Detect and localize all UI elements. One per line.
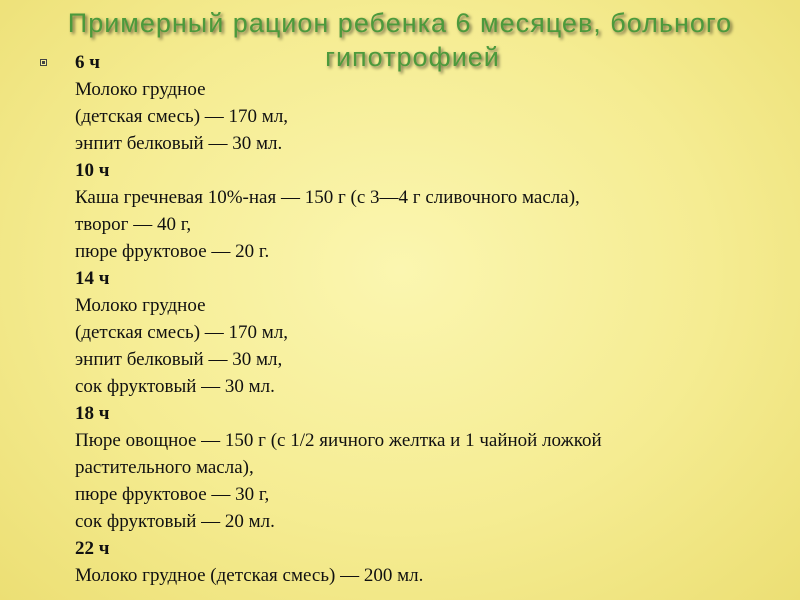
meal-line: энпит белковый — 30 мл. xyxy=(75,133,283,154)
meal-line: Молоко грудное xyxy=(75,79,206,100)
meal-time: 14 ч xyxy=(75,268,110,289)
meal-line: пюре фруктовое — 20 г. xyxy=(75,241,270,262)
meal-line: Молоко грудное xyxy=(75,295,206,316)
meal-line: энпит белковый — 30 мл, xyxy=(75,349,283,370)
meal-line: (детская смесь) — 170 мл, xyxy=(75,322,289,343)
square-bullet-icon xyxy=(40,59,47,66)
meal-line: Молоко грудное (детская смесь) — 200 мл. xyxy=(75,565,424,586)
meal-22h xyxy=(75,535,775,589)
meal-time: 18 ч xyxy=(75,403,110,424)
meal-time: 6 ч xyxy=(75,52,100,73)
meal-line: творог — 40 г, xyxy=(75,214,192,235)
meal-18h xyxy=(75,400,775,535)
meal-line: сок фруктовый — 30 мл. xyxy=(75,376,275,397)
meal-10h xyxy=(75,157,775,265)
meal-14h xyxy=(75,265,775,400)
meal-6h xyxy=(75,49,775,157)
meal-line: пюре фруктовое — 30 г, xyxy=(75,484,270,505)
meal-line: растительного масла), xyxy=(75,457,254,478)
meal-line: сок фруктовый — 20 мл. xyxy=(75,511,275,532)
meal-line: (детская смесь) — 170 мл, xyxy=(75,106,289,127)
slide-title-line-2: гипотрофией xyxy=(325,42,500,72)
diet-schedule xyxy=(75,49,775,589)
meal-time: 22 ч xyxy=(75,538,110,559)
meal-line: Каша гречневая 10%-ная — 150 г (с 3—4 г сливочного масла), xyxy=(75,187,580,208)
meal-time: 10 ч xyxy=(75,160,110,181)
meal-line: Пюре овощное — 150 г (с 1/2 яичного желтка и 1 чайной ложкой xyxy=(75,430,602,451)
slide-title-line-1: Примерный рацион ребенка 6 месяцев, больного xyxy=(67,8,733,38)
